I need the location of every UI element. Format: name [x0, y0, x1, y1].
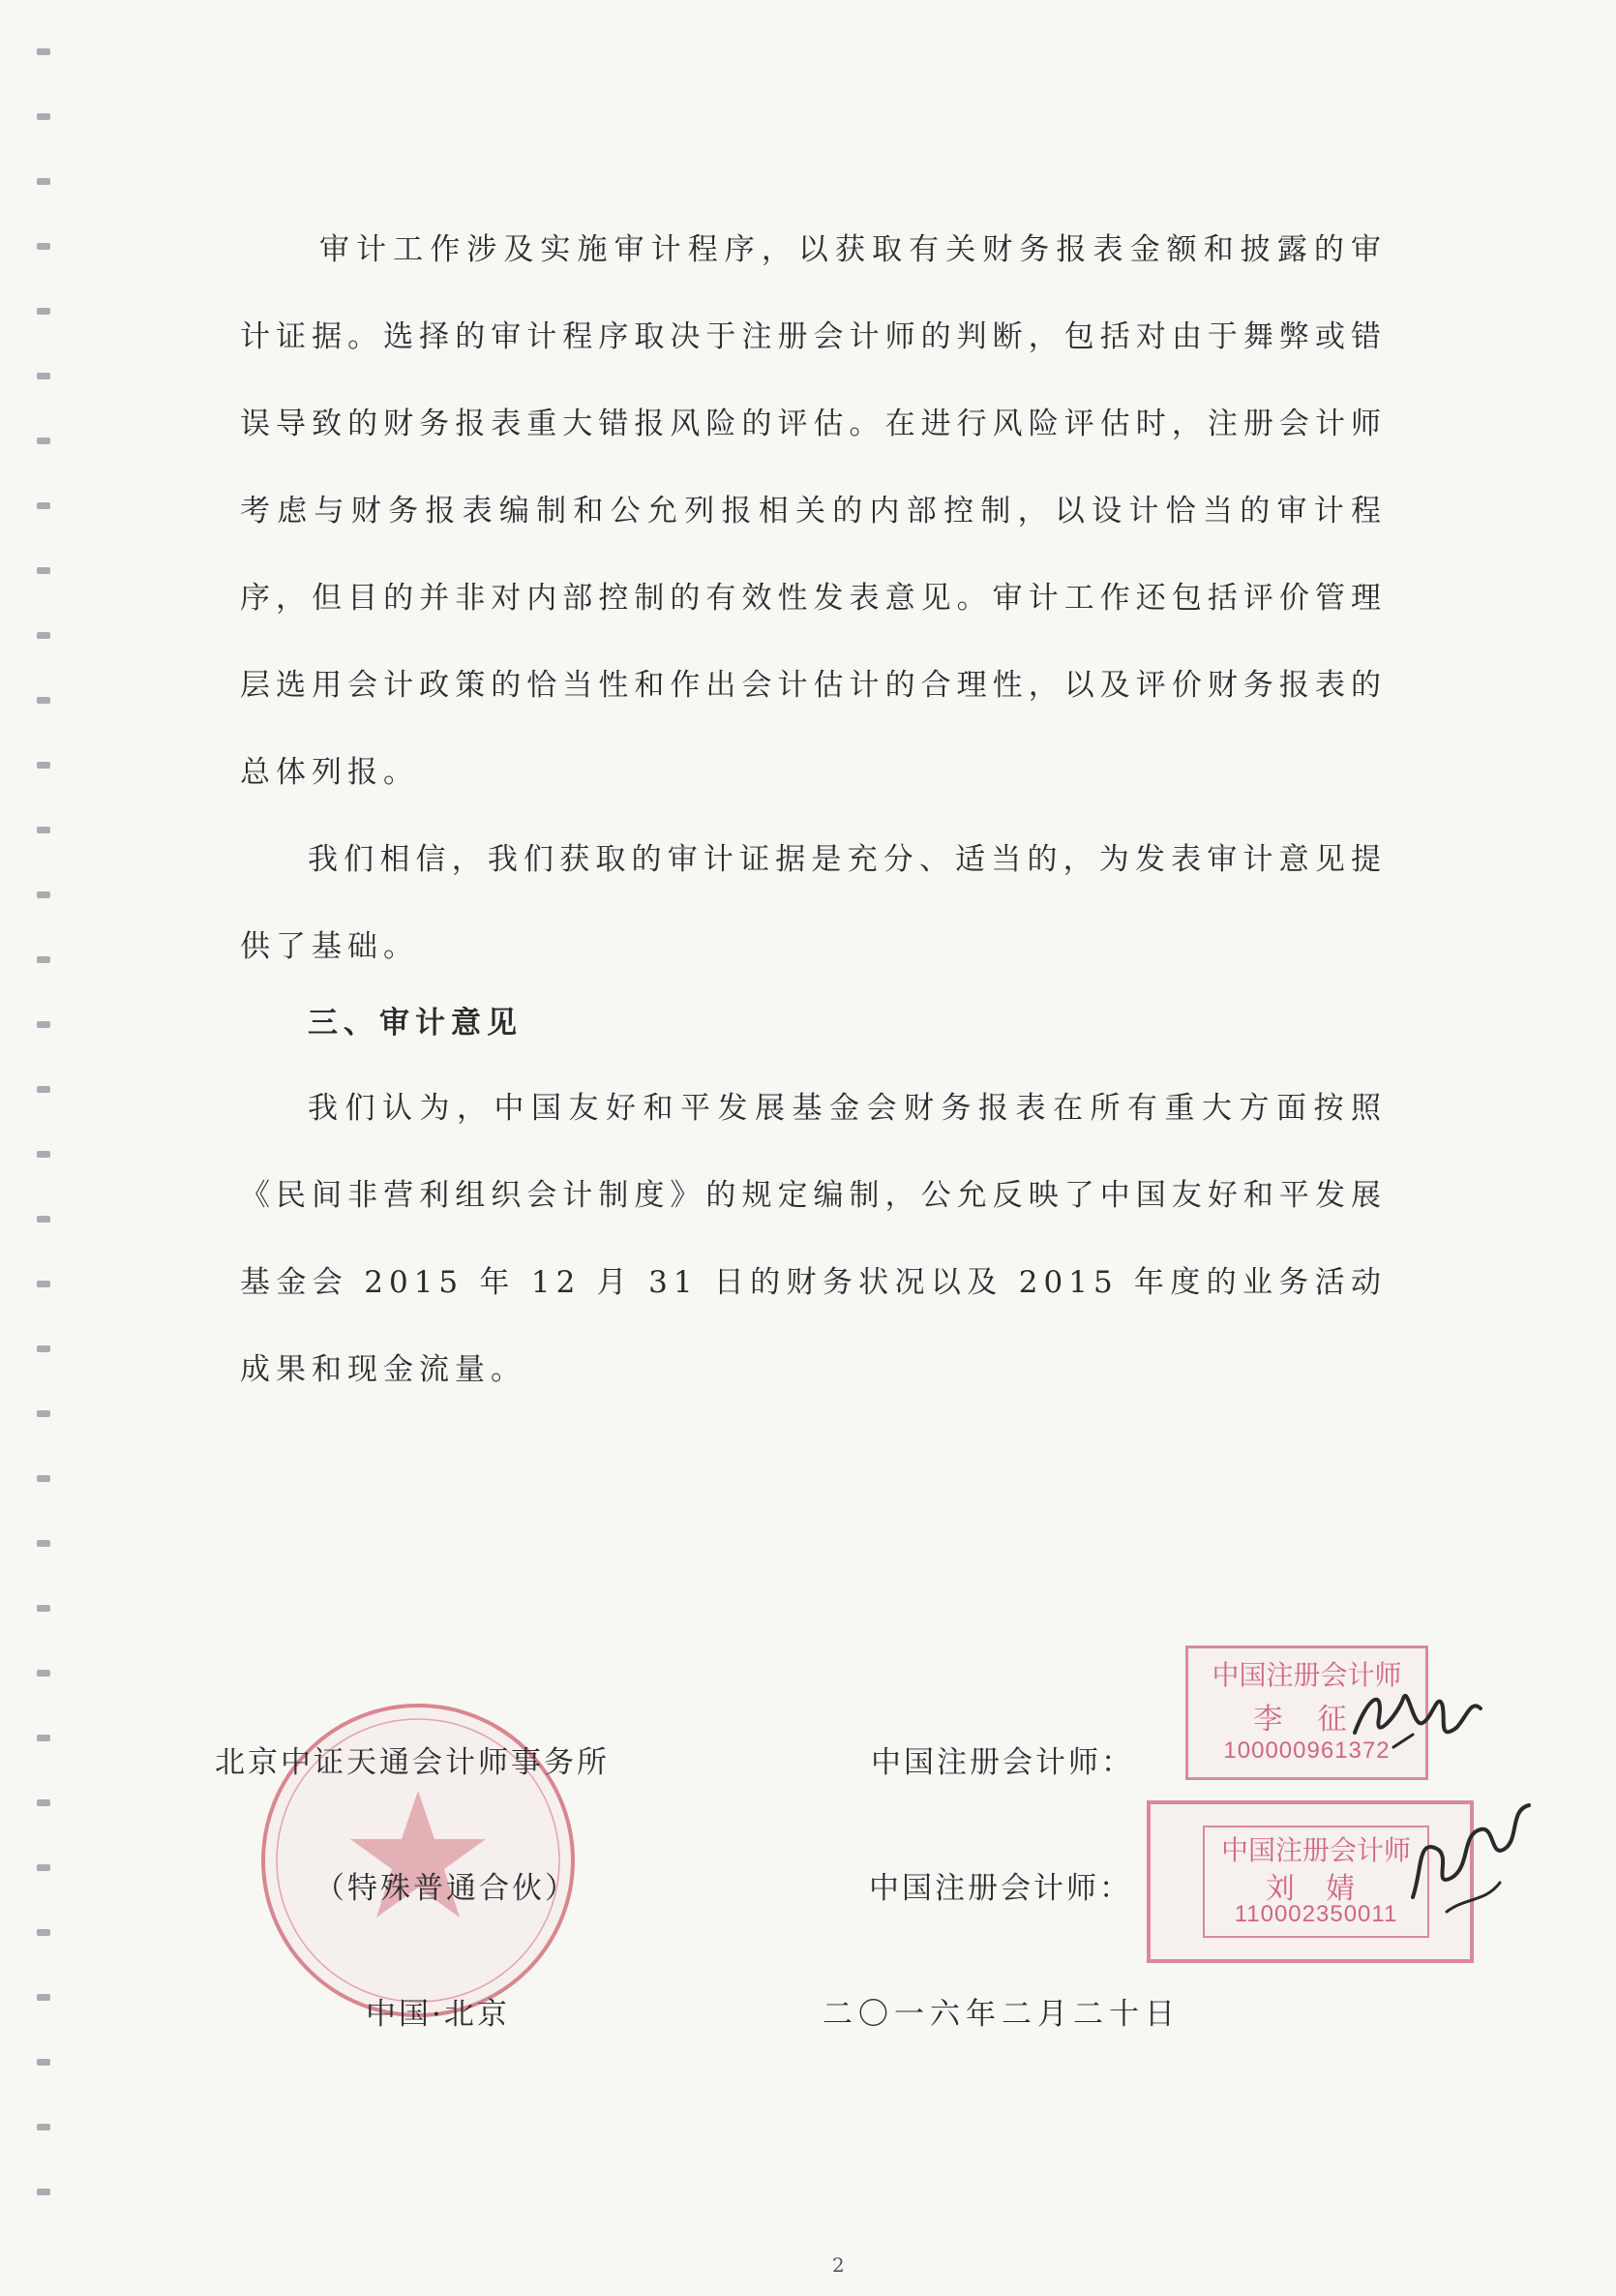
binding-hole — [37, 2124, 50, 2130]
binding-hole — [37, 762, 50, 769]
binding-hole — [37, 1670, 50, 1677]
firm-type: （特殊普通合伙） — [314, 1871, 578, 1906]
binding-hole — [37, 1021, 50, 1028]
binding-holes — [37, 48, 56, 2246]
cpa-stamp-2-number: 110002350011 — [1234, 1901, 1398, 1927]
cpa-signature-label-2: 中国注册会计师： — [869, 1871, 1132, 1906]
binding-hole — [37, 1735, 50, 1741]
binding-hole — [37, 1540, 50, 1547]
binding-hole — [37, 1605, 50, 1612]
handwritten-signature-1 — [1345, 1675, 1490, 1762]
binding-hole — [37, 1929, 50, 1936]
page-number: 2 — [832, 2253, 845, 2277]
cpa-stamp-2-title: 中国注册会计师 — [1220, 1835, 1411, 1865]
audit-evidence-paragraph: 我们相信，我们获取的审计证据是充分、适当的，为发表审计意见提供了基础。 — [240, 842, 1387, 964]
binding-hole — [37, 1864, 50, 1871]
audit-opinion-heading: 三、审计意见 — [308, 1006, 523, 1041]
handwritten-signature-2 — [1393, 1781, 1539, 1926]
binding-hole — [37, 567, 50, 574]
binding-hole — [37, 2189, 50, 2195]
binding-hole — [37, 178, 50, 185]
audit-work-paragraph: 审计工作涉及实施审计程序，以获取有关财务报表金额和披露的审计证据。选择的审计程序取决于注册会计师的判断，包括对由于舞弊或错误导致的财务报表重大错报风险的评估。在进行风险评估时，注册会计师考虑与财务报表编制和公允列报相关的内部控制，以设计恰当的审计程序，但目的并非对内部控制的有效性发表意见。审计工作还包括评价管理层选用会计政策的恰当性和作出会计估计的合理性，以及评价财务报表的总体列报。 — [240, 232, 1387, 790]
binding-hole — [37, 243, 50, 250]
binding-hole — [37, 113, 50, 120]
binding-hole — [37, 956, 50, 963]
binding-hole — [37, 1216, 50, 1223]
cpa-stamp-1-title: 中国注册会计师 — [1212, 1660, 1402, 1690]
firm-location: 中国·北京 — [366, 1997, 510, 2032]
binding-hole — [37, 2059, 50, 2066]
binding-hole — [37, 308, 50, 315]
firm-name: 北京中证天通会计师事务所 — [215, 1745, 610, 1780]
binding-hole — [37, 48, 50, 55]
binding-hole — [37, 1345, 50, 1352]
binding-hole — [37, 502, 50, 509]
binding-hole — [37, 1151, 50, 1158]
cpa-stamp-1-name: 李 征 — [1253, 1704, 1361, 1736]
binding-hole — [37, 1281, 50, 1287]
audit-opinion-paragraph: 我们认为，中国友好和平发展基金会财务报表在所有重大方面按照《民间非营利组织会计制度》的规定编制，公允反映了中国友好和平发展基金会 2015 年 12 月 31 日的财务状况以及 2015 年度的业务活动成果和现金流量。 — [240, 1091, 1387, 1387]
binding-hole — [37, 697, 50, 704]
cpa-signature-label-1: 中国注册会计师： — [871, 1745, 1134, 1780]
binding-hole — [37, 1475, 50, 1482]
binding-hole — [37, 827, 50, 833]
binding-hole — [37, 1799, 50, 1806]
binding-hole — [37, 438, 50, 444]
binding-hole — [37, 1086, 50, 1093]
report-date: 二〇一六年二月二十日 — [823, 1997, 1181, 2032]
binding-hole — [37, 891, 50, 898]
binding-hole — [37, 1410, 50, 1417]
binding-hole — [37, 632, 50, 639]
binding-hole — [37, 373, 50, 379]
binding-hole — [37, 1994, 50, 2001]
cpa-stamp-2-name: 刘 婧 — [1265, 1873, 1367, 1905]
cpa-stamp-1-number: 100000961372 — [1223, 1737, 1391, 1764]
